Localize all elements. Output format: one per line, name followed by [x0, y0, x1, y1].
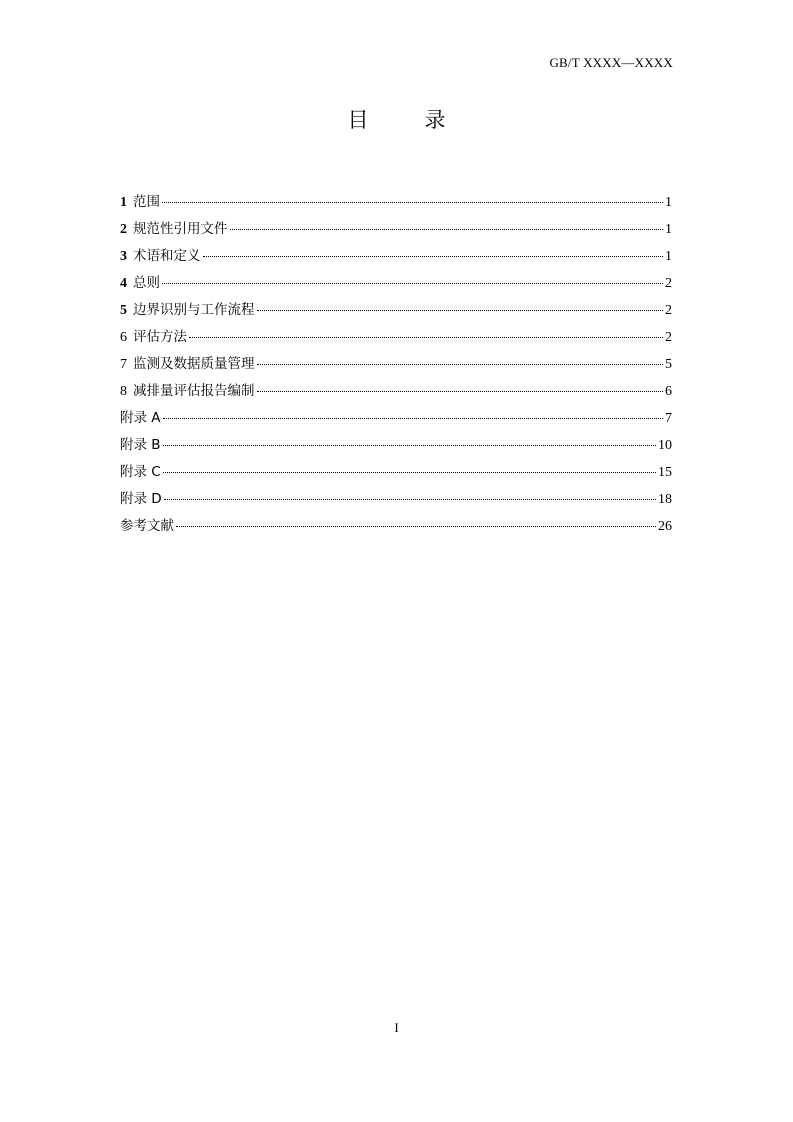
- dot-leader: [176, 526, 656, 527]
- toc-item-page: 7: [665, 411, 672, 426]
- dot-leader: [162, 202, 663, 203]
- toc-item-label: 规范性引用文件: [133, 221, 228, 237]
- toc-item-page: 2: [665, 303, 672, 318]
- page-number: I: [394, 1020, 399, 1035]
- toc-item[interactable]: [120, 379, 672, 406]
- dot-leader: [189, 337, 663, 338]
- toc-item-number: 4: [120, 276, 127, 291]
- toc-item-label: 总则: [133, 275, 160, 291]
- toc-item[interactable]: [120, 217, 672, 244]
- toc-item-page: 1: [665, 249, 672, 264]
- toc-item-label: 附录 A: [120, 410, 161, 426]
- dot-leader: [163, 472, 656, 473]
- toc-item-label: 边界识别与工作流程: [133, 302, 255, 318]
- dot-leader: [257, 310, 664, 311]
- toc-item-appendix-a[interactable]: [120, 406, 672, 433]
- dot-leader: [257, 364, 664, 365]
- toc-item-label: 附录 D: [120, 491, 162, 507]
- toc-item-page: 5: [665, 357, 672, 372]
- toc-item-number: 2: [120, 222, 127, 237]
- toc-item-number: 6: [120, 330, 127, 345]
- toc-item-page: 6: [665, 384, 672, 399]
- dot-leader: [164, 499, 656, 500]
- toc-item-label: 评估方法: [133, 329, 187, 345]
- toc-item-label: 附录 B: [120, 437, 161, 453]
- title-char-1: 目: [347, 108, 369, 132]
- toc-item[interactable]: [120, 352, 672, 379]
- toc-item-appendix-d[interactable]: [120, 487, 672, 514]
- toc-item[interactable]: [120, 271, 672, 298]
- toc-item[interactable]: [120, 298, 672, 325]
- toc-item-page: 2: [665, 276, 672, 291]
- toc-item-page: 26: [658, 519, 672, 534]
- toc-item[interactable]: [120, 190, 672, 217]
- dot-leader: [230, 229, 664, 230]
- toc-item-page: 18: [658, 492, 672, 507]
- toc-item-references[interactable]: [120, 514, 672, 541]
- toc-item-label: 减排量评估报告编制: [133, 383, 255, 399]
- toc-item-label: 监测及数据质量管理: [133, 356, 255, 372]
- toc-item[interactable]: [120, 244, 672, 271]
- toc-item-page: 2: [665, 330, 672, 345]
- toc-item-label: 术语和定义: [133, 248, 201, 264]
- table-of-contents: [120, 190, 672, 541]
- toc-item-page: 10: [658, 438, 672, 453]
- toc-item-label: 范围: [133, 194, 160, 210]
- toc-item-label: 参考文献: [120, 518, 174, 534]
- toc-item[interactable]: [120, 325, 672, 352]
- toc-item-page: 1: [665, 222, 672, 237]
- toc-item-appendix-b[interactable]: [120, 433, 672, 460]
- toc-item-number: 3: [120, 249, 127, 264]
- title-char-2: 录: [424, 108, 446, 132]
- toc-item-number: 5: [120, 303, 127, 318]
- dot-leader: [163, 418, 663, 419]
- toc-item-number: 1: [120, 195, 127, 210]
- dot-leader: [203, 256, 664, 257]
- dot-leader: [162, 283, 663, 284]
- toc-item-page: 15: [658, 465, 672, 480]
- toc-item-appendix-c[interactable]: [120, 460, 672, 487]
- toc-item-page: 1: [665, 195, 672, 210]
- toc-item-label: 附录 C: [120, 464, 161, 480]
- document-code: GB/T XXXX—XXXX: [549, 55, 673, 70]
- toc-item-number: 8: [120, 384, 127, 399]
- dot-leader: [257, 391, 664, 392]
- page-title: [0, 104, 793, 134]
- toc-item-number: 7: [120, 357, 127, 372]
- dot-leader: [163, 445, 656, 446]
